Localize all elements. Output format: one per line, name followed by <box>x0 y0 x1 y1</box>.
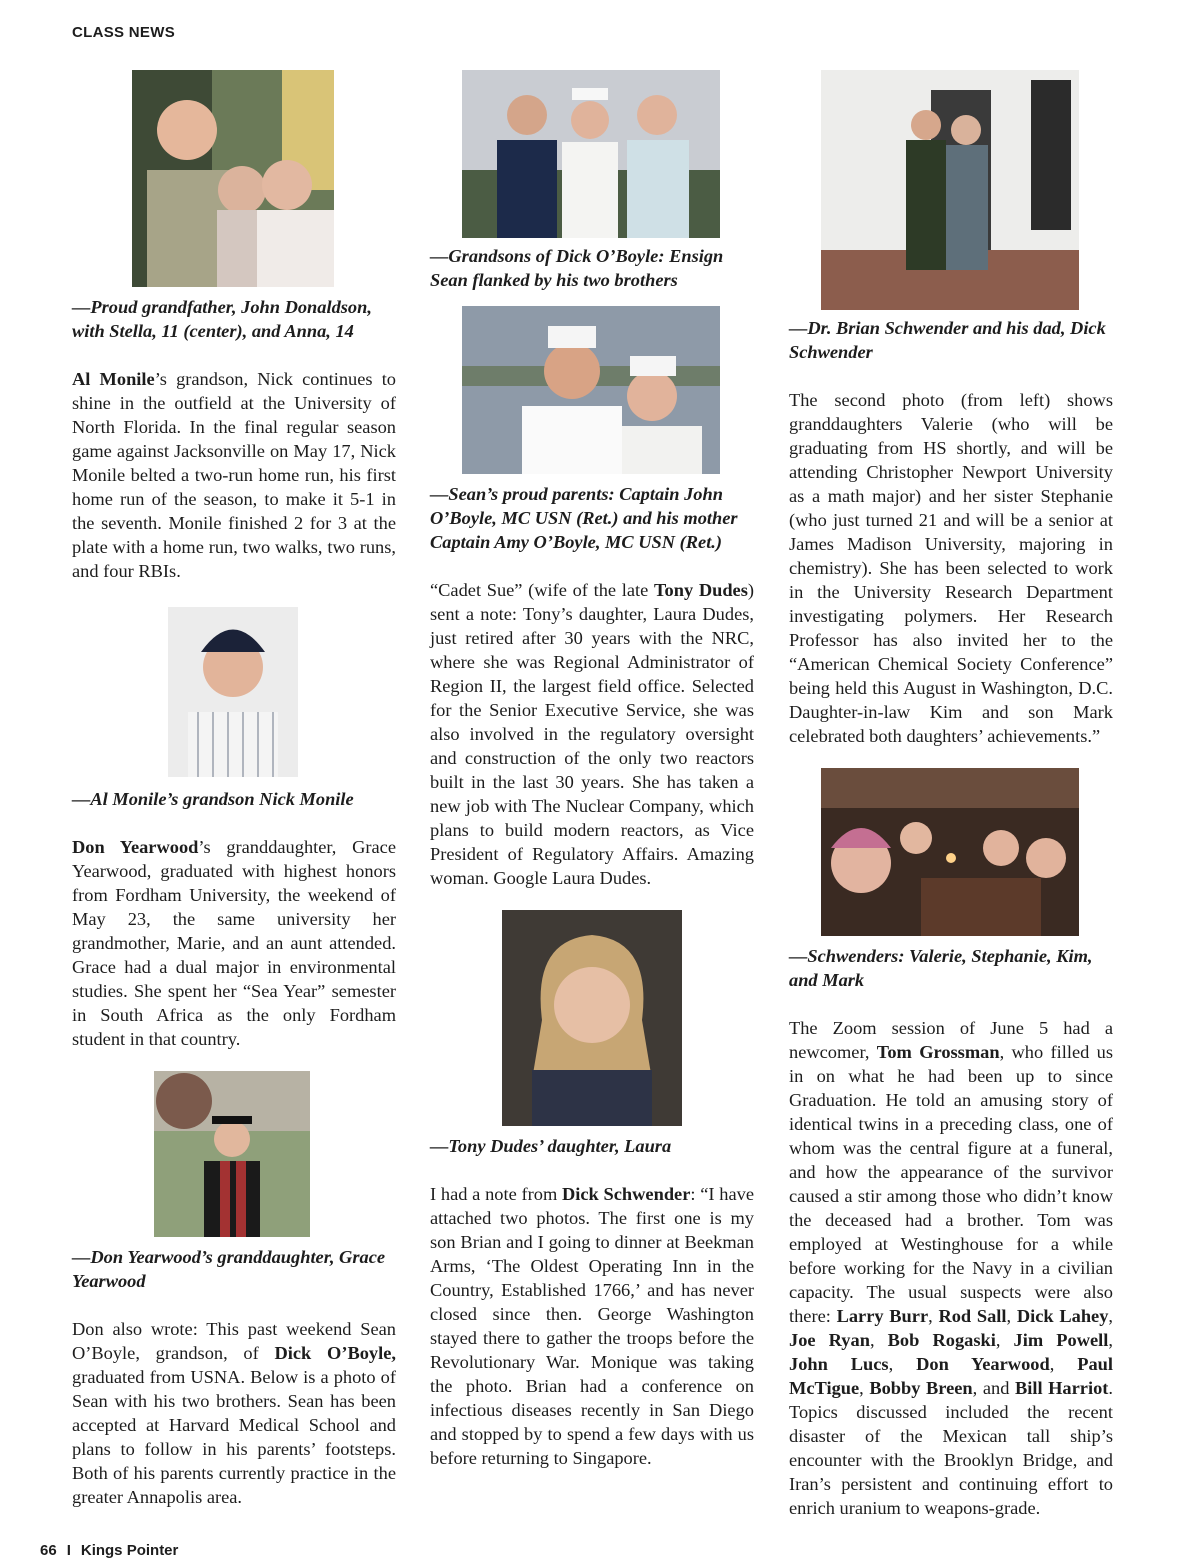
footer-separator: I <box>66 1542 71 1559</box>
text-run: . Topics discussed included the recent disaster of the Mexican tall ship’s encounter with the Brooklyn Bridge, and Iran’s persistent and continuing effort to enrich uranium to weapons-grade. <box>789 1378 1113 1518</box>
bold-name: Larry Burr <box>836 1306 929 1326</box>
text-run: , <box>1108 1306 1114 1326</box>
photo-grace-yearwood <box>154 1071 310 1237</box>
text-run: , <box>1006 1306 1017 1326</box>
caption-schwenders-dinner: —Schwenders: Valerie, Stephanie, Kim, and Mark <box>789 946 1093 990</box>
text-run: , who filled us in on what he had been up to since Graduation. He told an amusing story of identical twins in a preceding class, one of whom was the central figure at a funeral, and how the appearance of the survivor caused a stir among those who didn’t know the deceased had a brother. Tom was employed at Westinghouse for a while before working for the Navy in a civilian capacity. The usual suspects were also there: <box>789 1042 1113 1326</box>
column-2 <box>430 70 754 1470</box>
photo-laura-dudes <box>502 910 682 1126</box>
bold-name: Don Yearwood <box>72 837 199 857</box>
text-run: ) sent a note: Tony’s daughter, Laura Dudes, just retired after 30 years with the NRC, where she was Regional Administrator of Region II, the largest field office. Selected for the Senior Executive Service, she was also involved in the regulatory oversight and construction of the only two reactors built in the last 30 years. She has taken a new job with The Nuclear Company, which plans to build modern reactors, as Vice President of Regulatory Affairs. Amazing woman. Google Laura Dudes. <box>430 580 754 888</box>
bold-name: Bob Rogaski <box>887 1330 996 1350</box>
page-number: 66 <box>40 1542 57 1559</box>
paragraph-dudes <box>430 578 754 890</box>
text-run: ’s granddaughter, Grace Yearwood, graduated with highest honors from Fordham University, the weekend of May 23, the same university her grandmother, Marie, and an aunt attended. Grace had a dual major in environmental studies. She spent her “Sea Year” semester in South Africa as the only Fordham student in that country. <box>72 837 396 1049</box>
paragraph-yearwood <box>72 835 396 1051</box>
text-run: The Zoom session of June 5 had a newcomer, <box>789 1018 1113 1062</box>
text-run: , <box>869 1330 888 1350</box>
bold-name: Don Yearwood <box>916 1354 1050 1374</box>
caption-oboyle-parents: —Sean’s proud parents: Captain John O’Boyle, MC USN (Ret.) and his mother Captain Amy O’Boyle, MC USN (Ret.) <box>430 484 738 552</box>
text-run: , <box>995 1330 1014 1350</box>
caption-oboyle-brothers: —Grandsons of Dick O’Boyle: Ensign Sean flanked by his two brothers <box>430 246 724 290</box>
caption-grace-yearwood: —Don Yearwood’s granddaughter, Grace Yearwood <box>72 1247 386 1291</box>
text-run: , and <box>972 1378 1015 1398</box>
text-run: The second photo (from left) shows granddaughters Valerie (who will be graduating from HS shortly, and will be attending Christopher Newport University as a math major) and her sister Stephanie (who just turned 21 and will be a senior at James Madison University, majoring in chemistry). She has been selected to work in the University Research Department investigating polymers. Her Research Professor has also invited her to the “American Chemical Society Conference” being held this August in Washington, D.C. Daughter-in-law Kim and son Mark celebrated both daughters’ achievements.” <box>789 390 1113 746</box>
caption-laura-dudes: —Tony Dudes’ daughter, Laura <box>430 1136 672 1156</box>
text-run: , <box>888 1354 917 1374</box>
text-run: , <box>1049 1354 1078 1374</box>
bold-name: Tony Dudes <box>653 580 748 600</box>
photo-oboyle-brothers <box>462 70 720 238</box>
text-run: “Cadet Sue” (wife of the late <box>430 580 654 600</box>
caption-nick-monile: —Al Monile’s grandson Nick Monile <box>72 789 354 809</box>
paragraph-zoom-session <box>789 1016 1113 1520</box>
bold-name: Jim Powell <box>1013 1330 1109 1350</box>
column-3 <box>789 70 1113 1520</box>
section-header: CLASS NEWS <box>72 24 176 41</box>
caption-schwender-inn: —Dr. Brian Schwender and his dad, Dick Schwender <box>789 318 1106 362</box>
publication-name: Kings Pointer <box>80 1542 179 1559</box>
text-run: I had a note from <box>430 1184 562 1204</box>
bold-name: Al Monile <box>72 369 155 389</box>
bold-name: Rod Sall <box>938 1306 1007 1326</box>
paragraph-oboyle-graduation <box>72 1317 396 1509</box>
bold-name: Paul McTigue <box>789 1354 1113 1398</box>
column-1 <box>72 70 396 1509</box>
photo-donaldson <box>132 70 334 287</box>
bold-name: Dick Schwender <box>562 1184 691 1204</box>
text-run: , <box>859 1378 870 1398</box>
bold-name: Dick O’Boyle, <box>274 1343 396 1363</box>
page-footer <box>40 1542 178 1559</box>
bold-name: John Lucs <box>789 1354 889 1374</box>
photo-oboyle-parents <box>462 306 720 474</box>
text-run: graduated from USNA. Below is a photo of Sean with his two brothers. Sean has been accepted at Harvard Medical School and plans to follow in his parents’ footsteps. Both of his parents currently practice in the greater Annapolis area. <box>72 1367 396 1507</box>
paragraph-schwender-note <box>430 1182 754 1470</box>
bold-name: Tom Grossman <box>876 1042 1000 1062</box>
text-run: ’s grandson, Nick continues to shine in the outfield at the University of North Florida. In the final regular season game against Jacksonville on May 17, Nick Monile belted a two-run home run, his first home run of the season, to make it 5-1 in the seventh. Monile finished 2 for 3 at the plate with a home run, two walks, two runs, and four RBIs. <box>72 369 396 581</box>
bold-name: Joe Ryan <box>789 1330 870 1350</box>
text-run: , <box>928 1306 939 1326</box>
text-run: Don also wrote: This past weekend Sean O’Boyle, grandson, of <box>72 1319 396 1363</box>
text-run: : “I have attached two photos. The first one is my son Brian and I going to dinner at Beekman Arms, ‘The Oldest Operating Inn in the Country, Established 1766,’ and has never closed since then. George Washington stayed there to gather the troops before the Revolutionary War. Monique was taking the photo. Brian had a conference on infectious diseases recently in San Diego and stopped by to spend a few days with us before returning to Singapore. <box>430 1184 754 1468</box>
paragraph-monile <box>72 367 396 583</box>
paragraph-granddaughters <box>789 388 1113 748</box>
caption-donaldson: —Proud grandfather, John Donaldson, with Stella, 11 (center), and Anna, 14 <box>72 297 372 341</box>
bold-name: Dick Lahey <box>1016 1306 1109 1326</box>
bold-name: Bobby Breen <box>869 1378 973 1398</box>
text-run: , <box>1108 1330 1113 1350</box>
photo-schwenders-dinner <box>821 768 1079 936</box>
photo-schwender-inn <box>821 70 1079 310</box>
bold-name: Bill Harriot <box>1014 1378 1109 1398</box>
photo-nick-monile <box>168 607 298 777</box>
